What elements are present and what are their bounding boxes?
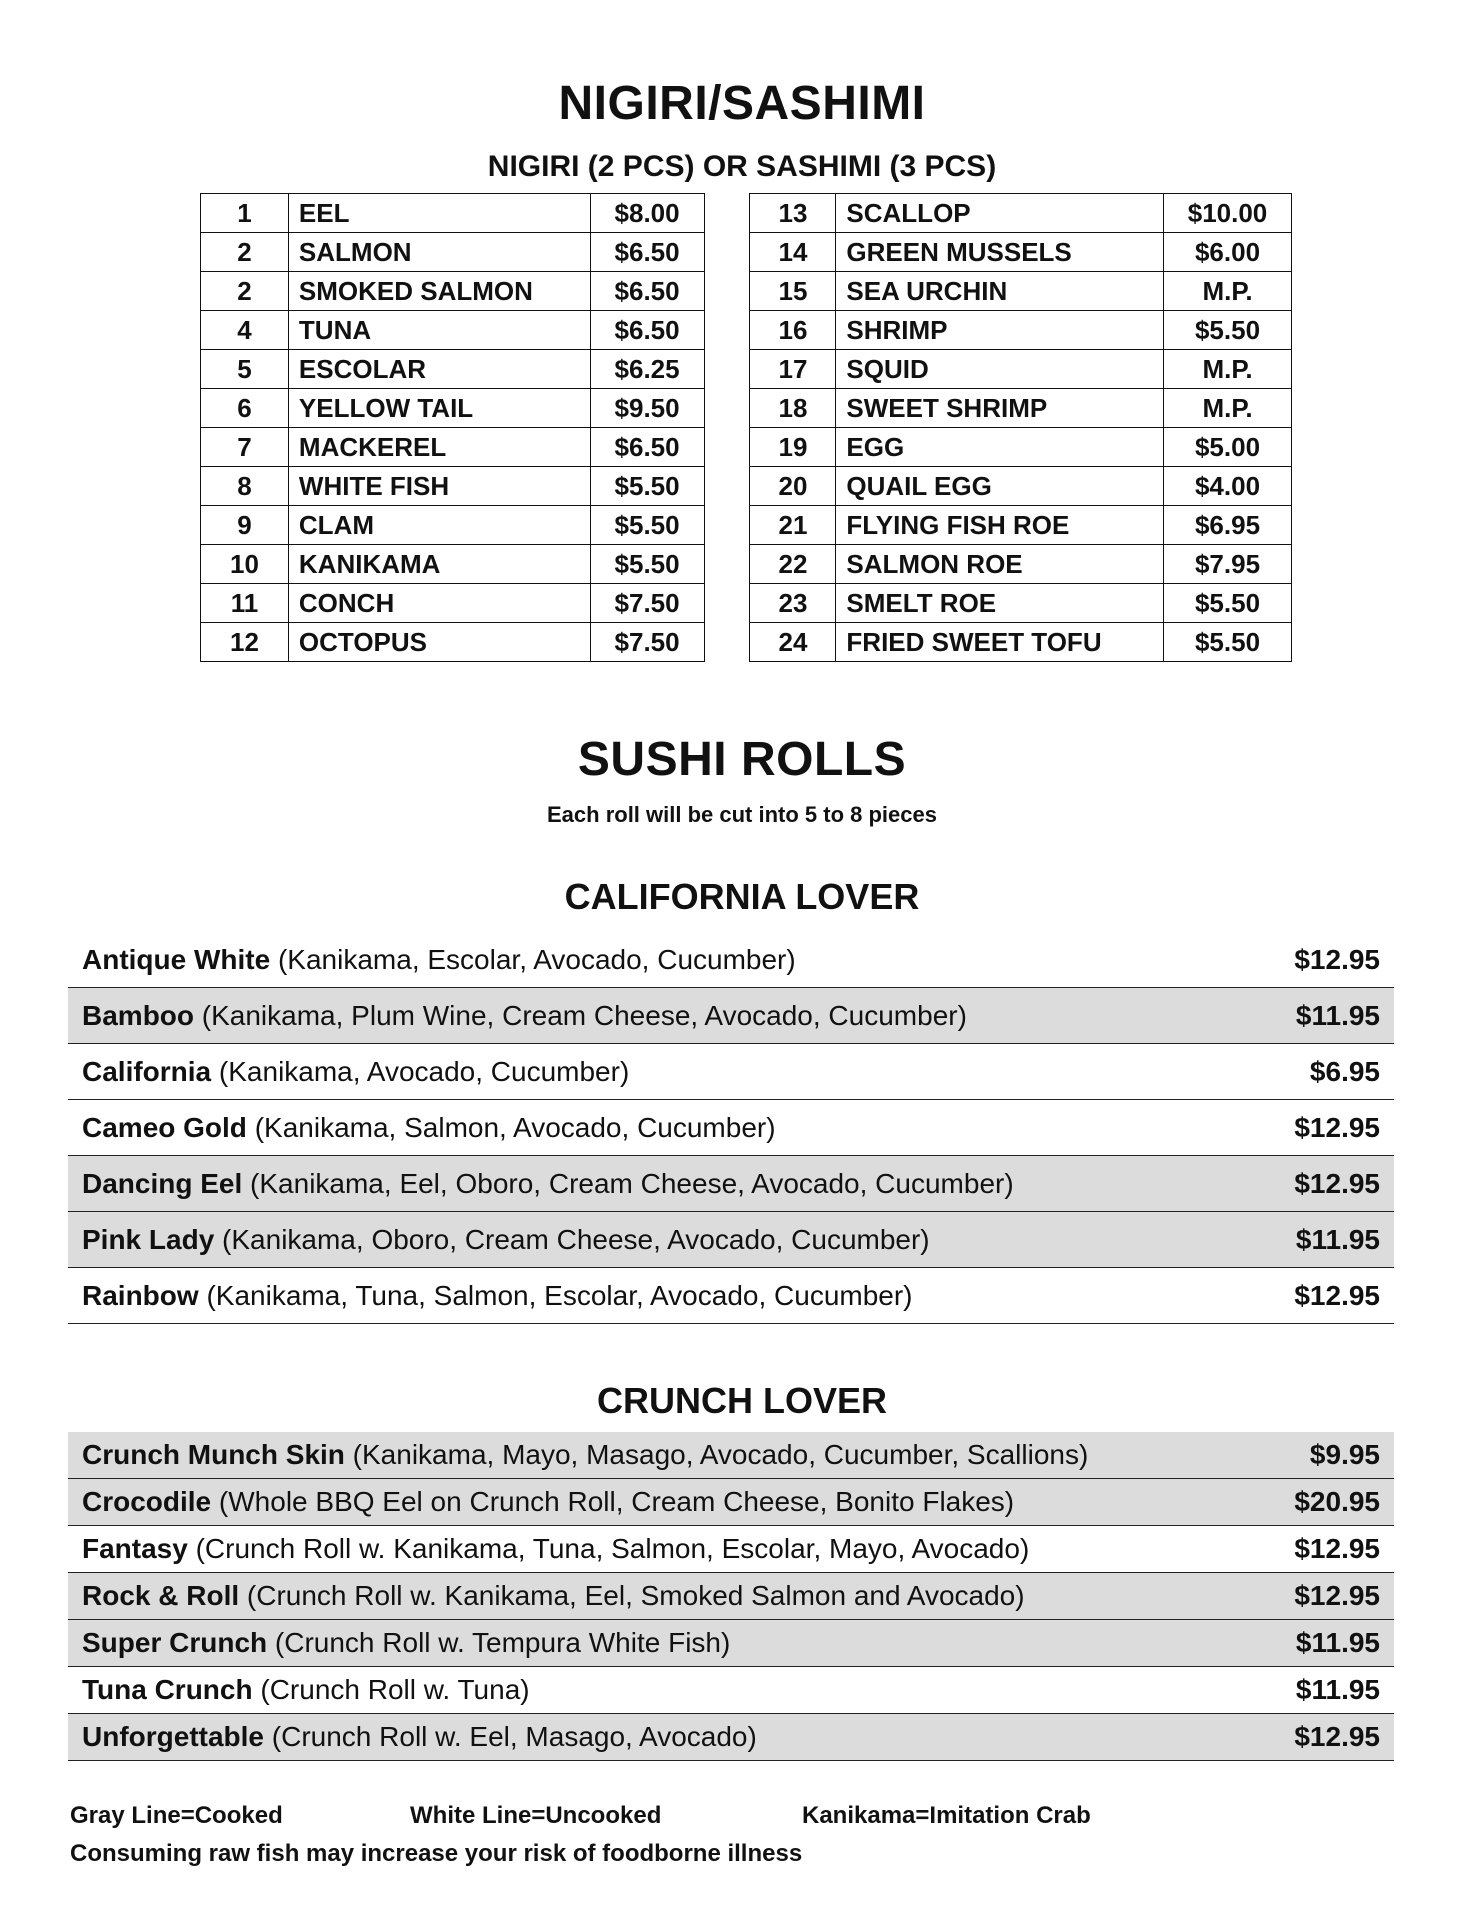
nigiri-row xyxy=(201,467,1292,506)
roll-price: $11.95 xyxy=(1295,1674,1380,1705)
roll-row xyxy=(68,1479,1394,1526)
item-name: OCTOPUS xyxy=(288,623,590,662)
legend-kanikama: Kanikama=Imitation Crab xyxy=(802,1802,1091,1829)
nigiri-table xyxy=(200,193,1292,662)
roll-row xyxy=(68,1714,1394,1761)
nigiri-row xyxy=(201,623,1292,662)
item-price: $4.00 xyxy=(1164,467,1292,506)
item-name: SEA URCHIN xyxy=(836,272,1164,311)
roll-ingredients: (Kanikama, Avocado, Cucumber) xyxy=(211,1055,630,1087)
item-number: 12 xyxy=(201,623,289,662)
item-name: EEL xyxy=(288,194,590,233)
item-number: 21 xyxy=(750,506,836,545)
column-gap xyxy=(704,311,750,350)
roll-name: Crunch Munch Skin xyxy=(82,1439,345,1470)
roll-price: $12.95 xyxy=(1294,943,1380,975)
item-number: 2 xyxy=(201,233,289,272)
item-price: $7.50 xyxy=(590,623,704,662)
column-gap xyxy=(704,467,750,506)
roll-description xyxy=(82,1533,1029,1565)
roll-description xyxy=(82,1112,776,1144)
item-price: M.P. xyxy=(1164,389,1292,428)
nigiri-row xyxy=(201,428,1292,467)
california-lover-title: CALIFORNIA LOVER xyxy=(564,876,920,917)
item-name: EGG xyxy=(836,428,1164,467)
roll-price: $12.95 xyxy=(1294,1580,1380,1611)
column-gap xyxy=(704,545,750,584)
roll-name: Unforgettable xyxy=(82,1721,264,1752)
item-number: 19 xyxy=(750,428,836,467)
item-number: 2 xyxy=(201,272,289,311)
roll-description xyxy=(82,1224,930,1256)
item-price: $7.50 xyxy=(590,584,704,623)
roll-row xyxy=(68,932,1394,988)
item-price: $8.00 xyxy=(590,194,704,233)
roll-row xyxy=(68,1620,1394,1667)
item-price: M.P. xyxy=(1164,272,1292,311)
item-name: ESCOLAR xyxy=(288,350,590,389)
roll-description xyxy=(82,1674,530,1706)
roll-row xyxy=(68,1156,1394,1212)
roll-ingredients: (Kanikama, Tuna, Salmon, Escolar, Avocado, Cucumber) xyxy=(198,1279,913,1311)
roll-price: $11.95 xyxy=(1295,1627,1380,1658)
nigiri-row xyxy=(201,389,1292,428)
item-name: SALMON xyxy=(288,233,590,272)
item-number: 18 xyxy=(750,389,836,428)
roll-name: Tuna Crunch xyxy=(82,1674,253,1705)
item-name: MACKEREL xyxy=(288,428,590,467)
nigiri-subtitle: NIGIRI (2 PCS) OR SASHIMI (3 PCS) xyxy=(487,150,997,183)
item-price: $5.50 xyxy=(590,506,704,545)
roll-row xyxy=(68,1044,1394,1100)
item-price: $6.25 xyxy=(590,350,704,389)
item-price: $5.50 xyxy=(1164,623,1292,662)
column-gap xyxy=(704,194,750,233)
roll-price: $12.95 xyxy=(1294,1167,1380,1199)
item-price: $6.00 xyxy=(1164,233,1292,272)
california-lover-list xyxy=(68,932,1394,1324)
roll-ingredients: (Crunch Roll w. Tuna) xyxy=(252,1674,530,1705)
roll-ingredients: (Kanikama, Oboro, Cream Cheese, Avocado, Cucumber) xyxy=(214,1223,930,1255)
roll-price: $20.95 xyxy=(1294,1486,1380,1517)
item-number: 22 xyxy=(750,545,836,584)
nigiri-row xyxy=(201,584,1292,623)
item-price: $6.50 xyxy=(590,272,704,311)
nigiri-row xyxy=(201,233,1292,272)
nigiri-title: NIGIRI/SASHIMI xyxy=(558,77,926,130)
roll-name: Cameo Gold xyxy=(82,1111,247,1143)
item-number: 13 xyxy=(750,194,836,233)
roll-row xyxy=(68,1432,1394,1479)
roll-price: $12.95 xyxy=(1294,1533,1380,1564)
item-number: 23 xyxy=(750,584,836,623)
column-gap xyxy=(704,428,750,467)
item-price: $5.50 xyxy=(1164,311,1292,350)
item-number: 5 xyxy=(201,350,289,389)
roll-price: $11.95 xyxy=(1295,999,1380,1031)
roll-row xyxy=(68,1573,1394,1620)
item-price: $6.95 xyxy=(1164,506,1292,545)
roll-description xyxy=(82,1000,967,1032)
roll-name: Rainbow xyxy=(82,1279,199,1311)
item-name: SQUID xyxy=(836,350,1164,389)
roll-ingredients: (Crunch Roll w. Eel, Masago, Avocado) xyxy=(264,1721,757,1752)
item-price: $7.95 xyxy=(1164,545,1292,584)
roll-price: $12.95 xyxy=(1294,1721,1380,1752)
nigiri-row xyxy=(201,506,1292,545)
column-gap xyxy=(704,506,750,545)
roll-ingredients: (Crunch Roll w. Kanikama, Tuna, Salmon, Escolar, Mayo, Avocado) xyxy=(187,1533,1030,1564)
raw-fish-warning: Consuming raw fish may increase your risk of foodborne illness xyxy=(70,1840,803,1867)
roll-name: Fantasy xyxy=(82,1533,188,1564)
column-gap xyxy=(704,233,750,272)
nigiri-row xyxy=(201,194,1292,233)
roll-description xyxy=(82,1168,1014,1200)
item-number: 17 xyxy=(750,350,836,389)
roll-row xyxy=(68,988,1394,1044)
item-name: KANIKAMA xyxy=(288,545,590,584)
item-number: 6 xyxy=(201,389,289,428)
item-price: M.P. xyxy=(1164,350,1292,389)
item-price: $5.50 xyxy=(590,545,704,584)
item-number: 16 xyxy=(750,311,836,350)
item-name: FLYING FISH ROE xyxy=(836,506,1164,545)
item-name: GREEN MUSSELS xyxy=(836,233,1164,272)
roll-description xyxy=(82,1486,1014,1518)
nigiri-row xyxy=(201,272,1292,311)
roll-description xyxy=(82,1280,913,1312)
roll-name: Bamboo xyxy=(82,999,194,1031)
column-gap xyxy=(704,350,750,389)
roll-ingredients: (Kanikama, Escolar, Avocado, Cucumber) xyxy=(270,943,796,975)
roll-name: California xyxy=(82,1055,212,1087)
roll-description xyxy=(82,1439,1088,1471)
item-name: SCALLOP xyxy=(836,194,1164,233)
roll-name: Crocodile xyxy=(82,1486,212,1517)
roll-description xyxy=(82,1627,730,1659)
roll-row xyxy=(68,1212,1394,1268)
roll-price: $9.95 xyxy=(1309,1439,1380,1470)
roll-description xyxy=(82,1580,1025,1612)
sushi-rolls-subtitle: Each roll will be cut into 5 to 8 pieces xyxy=(547,802,937,827)
crunch-lover-title: CRUNCH LOVER xyxy=(596,1380,887,1421)
item-name: CONCH xyxy=(288,584,590,623)
roll-description xyxy=(82,1056,629,1088)
item-price: $5.50 xyxy=(590,467,704,506)
item-price: $6.50 xyxy=(590,233,704,272)
roll-ingredients: (Kanikama, Salmon, Avocado, Cucumber) xyxy=(246,1111,776,1143)
nigiri-row xyxy=(201,350,1292,389)
roll-row xyxy=(68,1526,1394,1573)
item-number: 20 xyxy=(750,467,836,506)
roll-price: $12.95 xyxy=(1294,1279,1380,1311)
crunch-lover-list xyxy=(68,1432,1394,1761)
nigiri-row xyxy=(201,545,1292,584)
roll-price: $11.95 xyxy=(1295,1223,1380,1255)
roll-price: $12.95 xyxy=(1294,1111,1380,1143)
item-name: FRIED SWEET TOFU xyxy=(836,623,1164,662)
item-number: 9 xyxy=(201,506,289,545)
item-number: 4 xyxy=(201,311,289,350)
roll-ingredients: (Kanikama, Mayo, Masago, Avocado, Cucumber, Scallions) xyxy=(344,1439,1089,1470)
roll-name: Pink Lady xyxy=(82,1223,215,1255)
item-name: CLAM xyxy=(288,506,590,545)
roll-name: Dancing Eel xyxy=(82,1167,243,1199)
roll-name: Super Crunch xyxy=(82,1627,268,1658)
column-gap xyxy=(704,272,750,311)
item-price: $5.50 xyxy=(1164,584,1292,623)
item-name: SHRIMP xyxy=(836,311,1164,350)
roll-price: $6.95 xyxy=(1309,1055,1380,1087)
roll-description xyxy=(82,944,796,976)
item-number: 8 xyxy=(201,467,289,506)
item-number: 14 xyxy=(750,233,836,272)
roll-description xyxy=(82,1721,757,1753)
item-number: 1 xyxy=(201,194,289,233)
roll-ingredients: (Crunch Roll w. Tempura White Fish) xyxy=(267,1627,731,1658)
roll-ingredients: (Kanikama, Plum Wine, Cream Cheese, Avocado, Cucumber) xyxy=(194,999,967,1031)
item-price: $9.50 xyxy=(590,389,704,428)
item-number: 11 xyxy=(201,584,289,623)
item-name: SMELT ROE xyxy=(836,584,1164,623)
roll-ingredients: (Kanikama, Eel, Oboro, Cream Cheese, Avocado, Cucumber) xyxy=(242,1167,1014,1199)
column-gap xyxy=(704,389,750,428)
roll-name: Antique White xyxy=(82,943,271,975)
legend-gray: Gray Line=Cooked xyxy=(70,1802,283,1829)
roll-row xyxy=(68,1667,1394,1714)
item-number: 7 xyxy=(201,428,289,467)
column-gap xyxy=(704,623,750,662)
nigiri-row xyxy=(201,311,1292,350)
item-name: SMOKED SALMON xyxy=(288,272,590,311)
roll-ingredients: (Whole BBQ Eel on Crunch Roll, Cream Cheese, Bonito Flakes) xyxy=(211,1486,1015,1517)
item-name: SWEET SHRIMP xyxy=(836,389,1164,428)
roll-name: Rock & Roll xyxy=(82,1580,240,1611)
item-name: TUNA xyxy=(288,311,590,350)
sushi-rolls-title: SUSHI ROLLS xyxy=(577,733,907,786)
item-price: $10.00 xyxy=(1164,194,1292,233)
item-name: YELLOW TAIL xyxy=(288,389,590,428)
item-number: 15 xyxy=(750,272,836,311)
item-price: $6.50 xyxy=(590,428,704,467)
item-number: 10 xyxy=(201,545,289,584)
item-name: QUAIL EGG xyxy=(836,467,1164,506)
item-number: 24 xyxy=(750,623,836,662)
item-name: WHITE FISH xyxy=(288,467,590,506)
item-price: $6.50 xyxy=(590,311,704,350)
roll-row xyxy=(68,1268,1394,1324)
item-price: $5.00 xyxy=(1164,428,1292,467)
column-gap xyxy=(704,584,750,623)
legend-white: White Line=Uncooked xyxy=(410,1802,662,1829)
roll-row xyxy=(68,1100,1394,1156)
roll-ingredients: (Crunch Roll w. Kanikama, Eel, Smoked Salmon and Avocado) xyxy=(239,1580,1025,1611)
item-name: SALMON ROE xyxy=(836,545,1164,584)
